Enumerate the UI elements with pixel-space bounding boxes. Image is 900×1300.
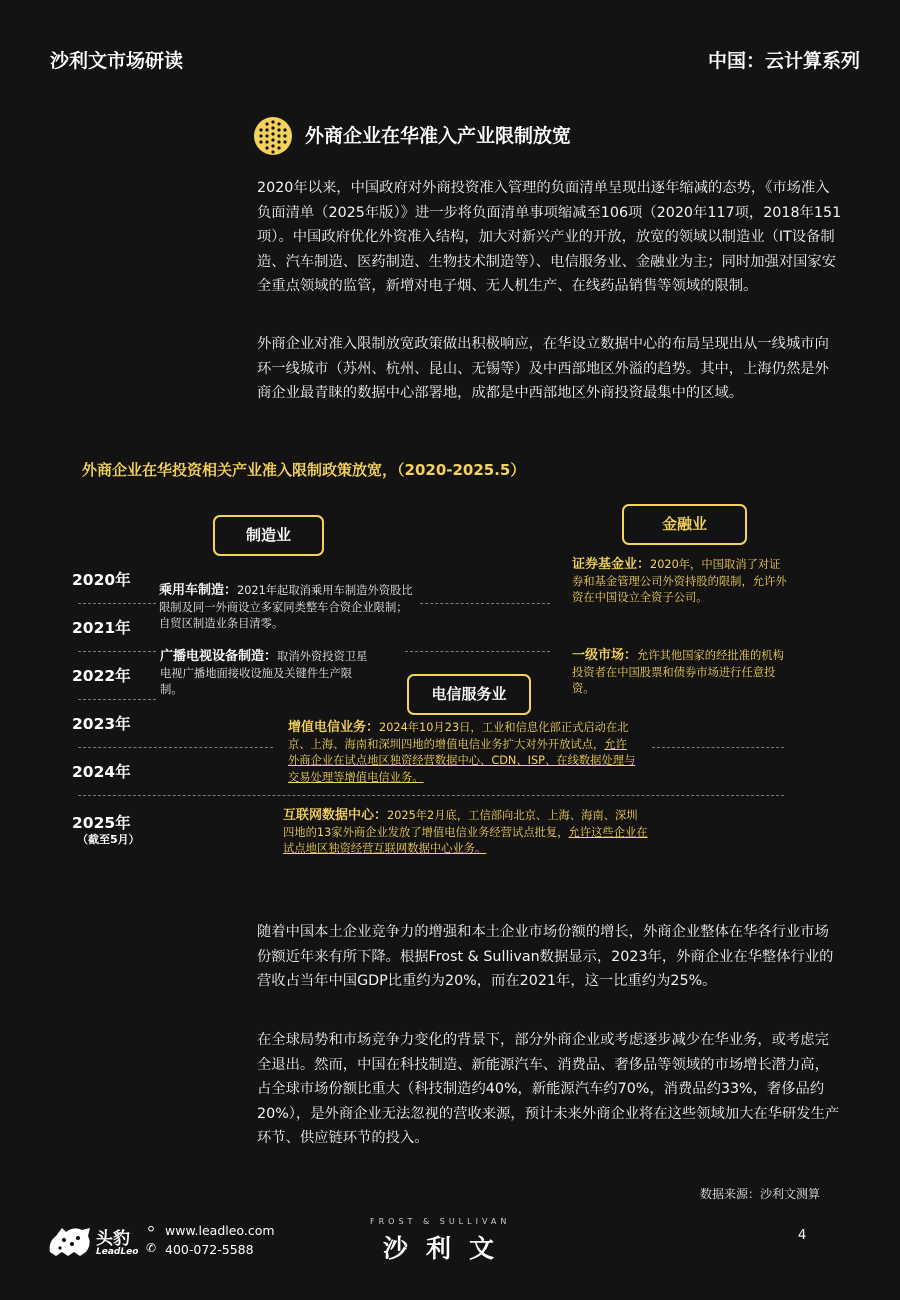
brand-name-cn: 头豹 <box>96 1229 130 1249</box>
section-title: 外商企业在华准入产业限制放宽 <box>305 125 572 147</box>
item-text: 允许其他国家的经批准的机构投资者在中国股票和债券市场进行任意投资。 <box>572 649 784 695</box>
category-telecom: 电信服务业 <box>407 674 531 715</box>
year-divider <box>652 747 784 748</box>
item-heading: 增值电信业务： <box>288 720 380 735</box>
item-heading: 证券基金业： <box>572 557 651 572</box>
year-label: 2024年 <box>72 763 131 781</box>
year-label: 2021年 <box>72 619 131 637</box>
item-car-manufacturing <box>159 583 414 633</box>
item-text-underlined: 允许这些企业在试点地区独资经营互联网数据中心业务。 <box>283 825 648 855</box>
intro-paragraph-2: 外商企业对准入限制放宽政策做出积极响应，在华设立数据中心的布局呈现出从一线城市向环一线城市（苏州、杭州、昆山、无锡等）及中西部地区外溢的趋势。其中，上海仍然是外商企业最青睐的数据中心部署地，成都是中西部地区外商投资最集中的区域。 <box>257 336 829 401</box>
category-manufacturing: 制造业 <box>213 515 324 556</box>
year-label: 2023年 <box>72 715 131 733</box>
sullivan-logo-cn: 沙利文 <box>383 1234 513 1263</box>
item-text: 2021年起取消乘用车制造外资股比限制及同一外商设立多家同类整车合资企业限制；自贸区制造业条目清零。 <box>159 584 413 630</box>
item-text: 取消外资投资卫星电视广播地面接收设施及关键件生产限制。 <box>160 650 368 696</box>
header-right-title: 中国：云计算系列 <box>707 50 860 72</box>
year-divider <box>78 699 156 700</box>
header-left-title: 沙利文市场研读 <box>50 50 184 72</box>
globe-icon: ⚪ <box>146 1222 157 1236</box>
year-divider <box>78 747 273 748</box>
item-heading: 乘用车制造： <box>159 583 238 598</box>
item-text: 2020年，中国取消了对证券和基金管理公司外资持股的限制，允许外资在中国设立全资子公司。 <box>572 558 787 604</box>
brand-name-en: LeadLeo <box>96 1247 139 1257</box>
timeline-title: 外商企业在华投资相关产业准入限制政策放宽，（2020-2025.5） <box>82 461 526 479</box>
item-text: 2024年10月23日，工业和信息化部正式启动在北京、上海、海南和深圳四地的增值电信业务扩大对外开放试点， <box>288 721 629 751</box>
year-divider <box>78 603 156 604</box>
year-note: （截至5月） <box>77 833 140 846</box>
item-securities <box>572 557 790 607</box>
year-label: 2020年 <box>72 571 131 589</box>
item-heading: 互联网数据中心： <box>283 808 388 823</box>
body-paragraph-2: 在全球局势和市场竞争力变化的背景下，部分外商企业或考虑逐步减少在华业务，或考虑完全退出。然而，中国在科技制造、新能源汽车、消费品、奢侈品等领域的市场增长潜力高，占全球市场份额比重大（科技制造约40%，新能源汽车约70%，消费品约33%，奢侈品约20%），是外商企业无法忽视的营收来源，预计未来外商企业将在这些领域加大在华研发生产环节、供应链环节的投入。 <box>257 1032 840 1146</box>
footer-phone: 400-072-5588 <box>165 1242 254 1257</box>
item-text-underlined: 允许外商企业在试点地区独资经营数据中心、CDN、ISP、在线数据处理与交易处理等增值电信业务。 <box>288 737 636 784</box>
year-divider <box>405 651 550 652</box>
frost-sullivan-wordmark: FROST & SULLIVAN <box>370 1217 511 1226</box>
item-heading: 广播电视设备制造： <box>160 649 278 664</box>
item-primary-market <box>572 648 790 698</box>
year-divider <box>78 795 784 796</box>
footer-website[interactable]: www.leadleo.com <box>165 1223 275 1238</box>
year-label: 2025年 <box>72 814 131 832</box>
body-paragraph-1: 随着中国本土企业竞争力的增强和本土企业市场份额的增长，外商企业整体在华各行业市场份额近年来有所下降。根据Frost & Sullivan数据显示，2023年，外商企业在华整体行业的营收占当年中国GDP比重约为20%，而在2021年，这一比重约为25%。 <box>257 924 834 989</box>
item-text: 2025年2月底，工信部向北京、上海、海南、深圳四地的13家外商企业发放了增值电信业务经营试点批复， <box>283 809 638 839</box>
year-label: 2022年 <box>72 667 131 685</box>
item-tv-equipment <box>160 649 370 699</box>
intro-paragraph-1: 2020年以来，中国政府对外商投资准入管理的负面清单呈现出逐年缩减的态势，《市场准入负面清单（2025年版）》进一步将负面清单事项缩减至106项（2020年117项，2018年151项）。中国政府优化外资准入结构，加大对新兴产业的开放，放宽的领域以制造业（IT设备制造、汽车制造、医药制造、生物技术制造等）、电信服务业、金融业为主；同时加强对国家安全重点领域的监管，新增对电子烟、无人机生产、在线药品销售等领域的限制。 <box>257 180 842 294</box>
item-heading: 一级市场： <box>572 648 638 663</box>
data-source: 数据来源：沙利文测算 <box>700 1187 821 1201</box>
leopard-logo-icon <box>46 1222 94 1260</box>
item-value-added-telecom <box>288 720 638 786</box>
dot-grid-icon <box>253 116 293 156</box>
year-divider <box>420 603 550 604</box>
year-divider <box>78 651 156 652</box>
category-finance: 金融业 <box>622 504 747 545</box>
item-internet-data-center <box>283 808 648 858</box>
phone-icon: ✆ <box>146 1241 157 1255</box>
page-number: 4 <box>798 1228 807 1243</box>
